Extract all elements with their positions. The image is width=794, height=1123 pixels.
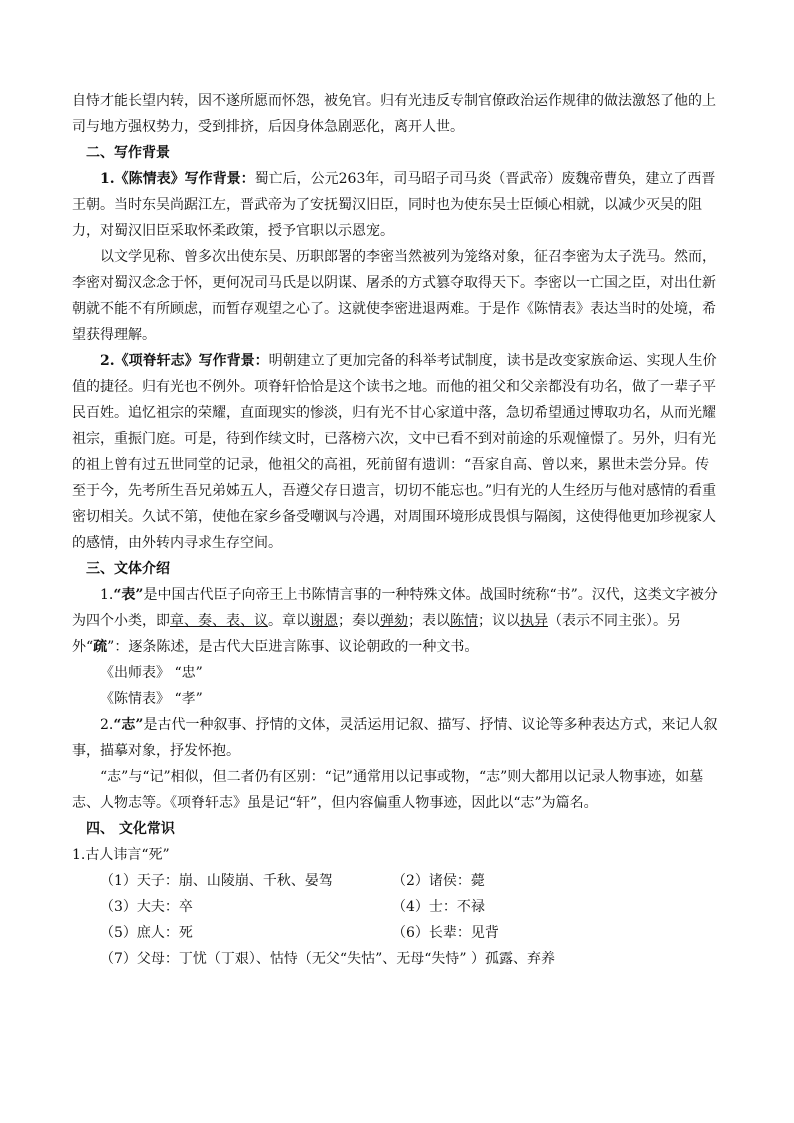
paragraph-label: 2.《项脊轩志》写作背景： xyxy=(100,353,269,369)
list-item: （4）士：不禄 xyxy=(392,899,485,915)
paragraph-text: 明朝建立了更加完备的科举考试制度，读书是改变家族命运、实现人生价值的捷径。归有光也不例外。项脊轩恰恰是这个读书之地。而他的祖父和父亲都没有功名，做了一辈子平民百姓。追忆祖宗的荣耀，直面现实的惨淡，归有光不甘心家道中落，急切希望通过博取功名，从而光耀祖宗，重振门庭。可是，待到作续文时，已落榜六次，文中已看不到对前途的乐观憧憬了。另外，归有光的祖上曾有过五世同堂的记录，他祖父的高祖，死前留有遗训：“吾家自高、曾以来，累世未尝分异。传至于今，先考所生吾兄弟姊五人，吾遵父存日遗言，切切不能忘也。”归有光的人生经历与他对感情的看重密切相关。久试不第，使他在家乡备受嘲讽与冷遇，对周围环境形成畏惧与隔阂，这使得他更加珍视家人的感情，由外转内寻求生存空间。 xyxy=(72,353,717,551)
list-row xyxy=(72,894,722,920)
paragraph-biao-genre xyxy=(72,582,722,660)
genre-term: “表” xyxy=(113,587,144,603)
paragraph-text: 是古代一种叙事、抒情的文体，灵活运用记叙、描写、抒情、议论等多种表达方式，来记人叙事，描摹对象，抒发怀抱。 xyxy=(72,717,718,759)
underlined-separator: 、 xyxy=(184,613,198,629)
list-row xyxy=(72,920,722,946)
subheading-death-euphemisms: 1.古人讳言“死” xyxy=(72,847,170,863)
item-number: 1. xyxy=(100,587,114,603)
underlined-term: 弹劾 xyxy=(380,613,408,629)
paragraph-text: （表示不同主张）。另外“ xyxy=(72,613,681,655)
paragraph-chenqingbiao-background xyxy=(72,166,722,244)
paragraph-text: 。章以 xyxy=(268,613,310,629)
underlined-term: 表 xyxy=(226,613,240,629)
document-page xyxy=(72,88,722,972)
paragraph-label: 1.《陈情表》写作背景： xyxy=(100,171,255,187)
paragraph-text: ；表以 xyxy=(408,613,450,629)
list-row xyxy=(72,868,722,894)
paragraph-zhi-vs-ji: “志”与“记”相似，但二者仍有区别：“记”通常用以记事或物，“志”则大都用以记录人物事迹，如墓志、人物志等。《项脊轩志》虽是记“轩”，但内容偏重人物事迹，因此以“志”为篇名。 xyxy=(72,769,704,811)
list-item: （2）诸侯：薨 xyxy=(392,873,485,889)
list-item: （6）长辈：见背 xyxy=(392,925,499,941)
underlined-term: 议 xyxy=(254,613,268,629)
section-heading-genre: 三、文体介绍 xyxy=(86,561,170,577)
paragraph-li-mi: 以文学见称、曾多次出使东吴、历职郎署的李密当然被列为笼络对象，征召李密为太子洗马。然而，李密对蜀汉念念于怀，更何况司马氏是以阴谋、屠杀的方式篡夺取得天下。李密以一亡国之臣，对出仕新朝就不能不有所顾虑，而暂存观望之心了。这就使李密进退两难。于是作《陈情表》表达当时的处境，希望获得理解。 xyxy=(72,249,716,343)
genre-term: “志” xyxy=(113,717,144,733)
paragraph-text: ；议以 xyxy=(478,613,520,629)
underlined-separator: 、 xyxy=(212,613,226,629)
paragraph-text: ”：逐条陈述，是古代大臣进言陈事、议论朝政的一种文书。 xyxy=(107,639,479,655)
list-item: （7）父母：丁忧（丁艰）、怙恃（无父“失怙”、无母“失恃” ）孤露、弃养 xyxy=(100,951,555,967)
example-chushibiao: 《出师表》 “忠” xyxy=(100,665,203,681)
underlined-term: 陈情 xyxy=(450,613,478,629)
list-item: （1）天子：崩、山陵崩、千秋、晏驾 xyxy=(100,873,333,889)
underlined-separator: 、 xyxy=(240,613,254,629)
paragraph-xiangjixuanzhi-background xyxy=(72,348,722,556)
item-number: 2. xyxy=(100,717,114,733)
section-heading-writing-background: 二、写作背景 xyxy=(86,145,170,161)
underlined-term: 执异 xyxy=(520,613,548,629)
paragraph-text: ；奏以 xyxy=(338,613,380,629)
underlined-term: 章 xyxy=(170,613,184,629)
paragraph-text: 是中国古代臣子向帝王上书陈情言事的一种特殊文体。战国时统称“书”。汉代，这类文字被分为四个小类，即 xyxy=(72,587,718,629)
section-heading-culture: 四、 文化常识 xyxy=(86,821,175,837)
underlined-term: 奏 xyxy=(198,613,212,629)
list-item: （3）大夫：卒 xyxy=(100,899,193,915)
bold-term: 疏 xyxy=(93,639,108,655)
list-item: （5）庶人：死 xyxy=(100,925,193,941)
paragraph-zhi-genre xyxy=(72,712,722,764)
example-chenqingbiao: 《陈情表》 “孝” xyxy=(100,691,203,707)
paragraph-text: 蜀亡后，公元263年，司马昭子司马炎（晋武帝）废魏帝曹奂，建立了西晋王朝。当时东吴尚踞江左，晋武帝为了安抚蜀汉旧臣，同时也为使东吴士臣倾心相就，以减少灭吴的阻力，对蜀汉旧臣采取怀柔政策，授予官职以示恩宠。 xyxy=(72,171,716,239)
intro-paragraph: 自恃才能长望内转，因不遂所愿而怀怨，被免官。归有光违反专制官僚政治运作规律的做法激怒了他的上司与地方强权势力，受到排挤，后因身体急剧恶化，离开人世。 xyxy=(72,93,716,135)
underlined-term: 谢恩 xyxy=(310,613,338,629)
